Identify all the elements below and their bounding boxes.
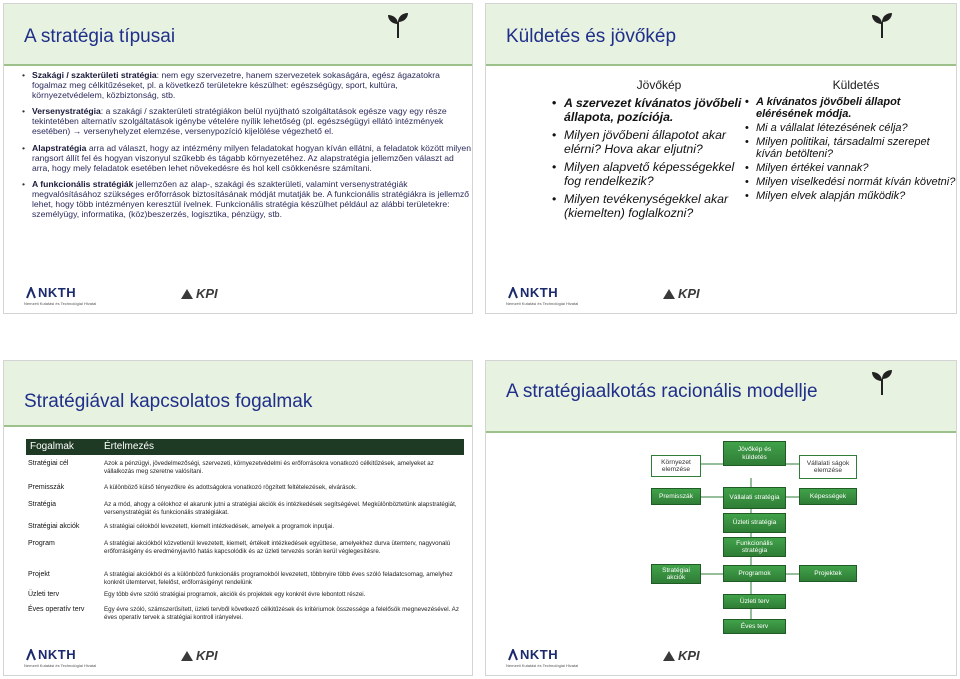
sprout-logo-icon — [870, 12, 894, 38]
flow-connectors — [486, 361, 957, 676]
table-row: Éves operatív terv Egy évre szóló, számszerűsített, üzleti tervből következő célkitűzések és kritériumok összessége a felelősök megnevezésével. Az éves operatív tervek a stratégiai kontroll irányelvei. — [28, 606, 459, 622]
business-plan-box: Üzleti terv — [723, 594, 786, 609]
list-item: • Milyen elvek alapján működik? — [756, 190, 956, 202]
list-item: • Mi a vállalat létezésének célja? — [756, 122, 956, 134]
list-item: • Szakági / szakterületi stratégia: nem egy szervezetre, hanem szervezetek sokaságára, egész ágazatokra fogalmaz meg célkitűzéseket, pl. a következő területekre készülhet: egészségügy, sport, kultúra, környezetvédelem, közbiztonság, stb. — [32, 70, 472, 100]
list-item: • Milyen értékei vannak? — [756, 162, 956, 174]
table-row: Stratégiai cél Azok a pénzügyi, jövedelmezőségi, szervezeti, környezetvédelmi és erőforrásokra vonatkozó célkitűzések, amelyeket az vállalkozás meg szeretne valósítani. — [28, 460, 434, 476]
corporate-strategy-box: Vállalati stratégia — [723, 487, 786, 509]
slide-rational-model — [485, 360, 957, 676]
kpi-logo: KPI — [662, 648, 724, 666]
list-item: • Alapstratégia arra ad választ, hogy az intézmény milyen feladatokat hogyan kíván ellátni, a feladatok között milyen rangsort állít fel és hogyan viszonyul szűkebb és tágabb környezetéhez. Az alapstratégia jellemzően választ ad arra, hogy mely feladatok esetében lehet növekedésre és hol kell csökkenésre számítani. — [32, 143, 472, 173]
list-item: • Milyen alapvető képességekkel fog rendelkezik? — [564, 160, 754, 188]
list-item: • A kívánatos jövőbeli állapot elérésének módja. — [756, 96, 956, 120]
slide-title-bar — [4, 361, 472, 427]
company-analysis-box: Vállalati ságok elemzése — [799, 455, 857, 479]
list-item: • Milyen viselkedési normát kíván követni? — [756, 176, 956, 188]
premises-box: Premisszák — [651, 488, 701, 505]
terms-table — [26, 439, 464, 632]
table-header — [26, 439, 464, 455]
kpi-mark-icon — [180, 650, 194, 662]
vision-heading: Jövőkép — [636, 78, 682, 92]
strategic-actions-box: Stratégiai akciók — [651, 564, 701, 584]
list-item: • Milyen politikai, társadalmi szerepet kíván betölteni? — [756, 136, 956, 160]
environment-analysis-box: Környezet elemzése — [651, 455, 701, 477]
kpi-mark-icon — [662, 288, 676, 300]
slide-title-bar — [4, 4, 472, 66]
list-item: • A funkcionális stratégiák jellemzően az alap-, szakági és szakterületi, valamint versenystratégiák megvalósításához szükséges erőforrások biztosításának módját mutatják be. A funkcionális stratégiákra is jellemző lehet, hogy több intézményen keresztül ívelnek. Funkcionális stratégia készülhet például az alábbi területekre: személyügy, informatika, (köz)beszerzés, logisztika, pénzügy, stb. — [32, 179, 472, 219]
slide-title: A stratégia típusai — [24, 26, 176, 47]
header-term: Fogalmak — [30, 441, 74, 452]
programs-box: Programok — [723, 565, 786, 582]
mission-heading: Küldetés — [832, 78, 880, 92]
kpi-logo: KPI — [180, 648, 242, 666]
nkth-mark-icon — [26, 649, 36, 661]
business-strategy-box: Üzleti stratégia — [723, 513, 786, 533]
slide-title: Küldetés és jövőkép — [506, 26, 677, 47]
sprout-logo-icon — [386, 12, 410, 38]
nkth-logo: NKTH Nemzeti Kutatási és Technológiai Hivatal — [506, 285, 579, 306]
nkth-logo: NKTH Nemzeti Kutatási és Technológiai Hivatal — [24, 285, 97, 306]
projects-box: Projektek — [799, 565, 857, 582]
list-item: • Milyen jövőbeni állapotot akar elérni? Hova akar eljutni? — [564, 128, 754, 156]
nkth-mark-icon — [26, 287, 36, 299]
vision-column — [564, 78, 754, 224]
list-item: • A szervezet kívánatos jövőbeli állapota, pozíciója. — [564, 96, 754, 124]
annual-plan-box: Éves terv — [723, 619, 786, 634]
kpi-logo: KPI — [180, 286, 242, 304]
table-row: Program A stratégiai akciókból közvetlenül levezetett, kiemelt, értékelt intézkedések együttese, amelyekhez durva ütemterv, nagyvonalú erőforrásigény és eredményjavító hatás kapcsolódik és az üzleti tervezés során kerül véglegesítésre. — [28, 540, 451, 556]
slide-mission-vision — [485, 3, 957, 314]
table-row: Üzleti terv Egy több évre szóló stratégiai programok, akciók és projektek egy konkrét évre lebontott részei. — [28, 591, 366, 598]
nkth-logo: NKTH Nemzeti Kutatási és Technológiai Hivatal — [24, 647, 97, 668]
kpi-mark-icon — [180, 288, 194, 300]
slide-title-bar — [486, 4, 956, 66]
nkth-mark-icon — [508, 649, 518, 661]
header-definition: Értelmezés — [104, 441, 155, 452]
list-item: • Milyen tevékenységekkel akar (kiemelten) foglalkozni? — [564, 192, 754, 220]
mission-column — [756, 78, 956, 204]
strategy-types-list — [32, 70, 472, 225]
table-row: Premisszák A különböző külső tényezőkre és adottságokra vonatkozó rögzített feltételezések, elvárások. — [28, 484, 357, 491]
nkth-logo: NKTH Nemzeti Kutatási és Technológiai Hivatal — [506, 647, 579, 668]
list-item: • Versenystratégia: a szakági / szakterületi stratégiákon belül nyújtható szolgáltatások egésze vagy egy része tekintetében alternatív szolgáltatások igénybe vételére nyílik lehetőség (pl. egészségügyi ellátó intézmények esetében) → versenyhelyzet elemzése, versenypozíció kijelölése végezhető el. — [32, 106, 472, 136]
table-row: Projekt A stratégiai akciókból és a különböző funkcionális programokból levezetett, többnyire több éves szóló feladatcsomag, amelyhez konkrét ütemtervet, felelőst, erőforrásigényt rendelünk — [28, 571, 453, 587]
table-row: Stratégia Az a mód, ahogy a célokhoz el akarunk jutni a stratégiai akciók és intézkedések segítségével. Megkülönböztetünk alapstratégiát, versenystratégiát és funkcionális stratégiákat. — [28, 501, 457, 517]
slide-title: Stratégiával kapcsolatos fogalmak — [24, 391, 313, 412]
vision-mission-box: Jövőkép és küldetés — [723, 441, 786, 466]
nkth-mark-icon — [508, 287, 518, 299]
kpi-logo: KPI — [662, 286, 724, 304]
functional-strategy-box: Funkcionális stratégia — [723, 537, 786, 557]
kpi-mark-icon — [662, 650, 676, 662]
table-row: Stratégiai akciók A stratégiai célokból levezetett, kiemelt intézkedések, amelyek a programok inputjai. — [28, 523, 335, 530]
slide-title: A stratégiaalkotás racionális modellje — [506, 381, 818, 402]
strategy-flow-diagram — [486, 361, 957, 676]
slide-strategy-types — [3, 3, 473, 314]
capabilities-box: Képességek — [799, 488, 857, 505]
slide-strategy-terms — [3, 360, 473, 676]
